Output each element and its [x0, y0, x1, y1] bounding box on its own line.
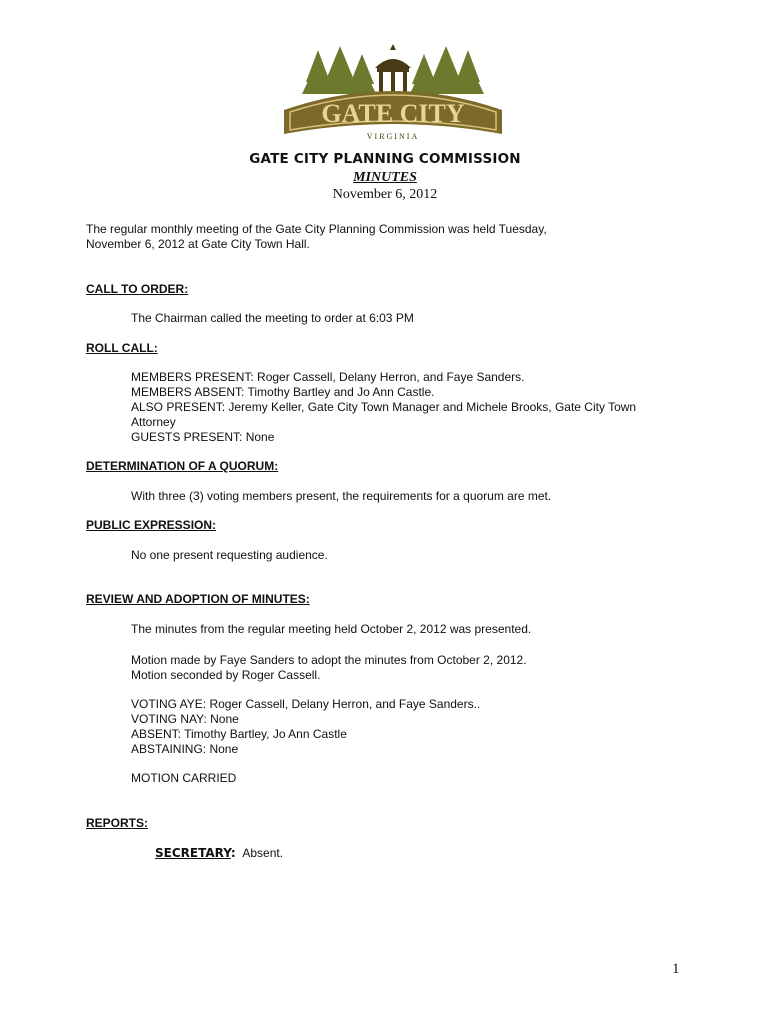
- secretary-colon: :: [230, 846, 236, 860]
- roll-call-line: MEMBERS ABSENT: Timothy Bartley and Jo Ann Castle.: [131, 385, 435, 399]
- quorum-text: With three (3) voting members present, the requirements for a quorum are met.: [131, 489, 552, 503]
- vote-line: VOTING NAY: None: [131, 712, 239, 726]
- roll-call-line: ALSO PRESENT: Jeremy Keller, Gate City Town Manager and Michele Brooks, Gate City Town: [131, 400, 637, 414]
- motion-line: Motion seconded by Roger Cassell.: [131, 668, 321, 682]
- minutes-presented-text: The minutes from the regular meeting held October 2, 2012 was presented.: [131, 622, 532, 636]
- intro-line: The regular monthly meeting of the Gate City Planning Commission was held Tuesday,: [86, 222, 547, 236]
- document-title: GATE CITY PLANNING COMMISSION: [249, 151, 521, 167]
- meeting-date: November 6, 2012: [332, 187, 438, 202]
- vote-line: VOTING AYE: Roger Cassell, Delany Herron, and Faye Sanders..: [131, 697, 481, 711]
- section-heading-call-to-order: CALL TO ORDER:: [86, 282, 189, 296]
- secretary-status: Absent.: [242, 846, 284, 860]
- public-expression-text: No one present requesting audience.: [131, 548, 328, 562]
- roll-call-line: MEMBERS PRESENT: Roger Cassell, Delany Herron, and Faye Sanders.: [131, 370, 525, 384]
- roll-call-line: Attorney: [131, 415, 176, 429]
- vote-line: ABSTAINING: None: [131, 742, 239, 756]
- intro-line: November 6, 2012 at Gate City Town Hall.: [86, 237, 310, 251]
- document-subtitle: MINUTES: [353, 170, 417, 185]
- secretary-report: [155, 846, 283, 861]
- motion-result: MOTION CARRIED: [131, 771, 237, 785]
- svg-text:VIRGINIA: VIRGINIA: [366, 132, 420, 141]
- vote-line: ABSENT: Timothy Bartley, Jo Ann Castle: [131, 727, 347, 741]
- motion-line: Motion made by Faye Sanders to adopt the minutes from October 2, 2012.: [131, 653, 527, 667]
- svg-text:GATE CITY: GATE CITY: [321, 99, 465, 128]
- section-heading-reports: REPORTS:: [86, 816, 149, 830]
- section-heading-minutes-review: REVIEW AND ADOPTION OF MINUTES:: [86, 592, 310, 606]
- page-number: 1: [672, 961, 680, 977]
- secretary-label: SECRETARY: [155, 846, 231, 860]
- section-heading-roll-call: ROLL CALL:: [86, 341, 158, 355]
- roll-call-line: GUESTS PRESENT: None: [131, 430, 275, 444]
- section-heading-public-expression: PUBLIC EXPRESSION:: [86, 518, 217, 532]
- gate-city-logo: [278, 42, 508, 146]
- section-heading-quorum: DETERMINATION OF A QUORUM:: [86, 459, 279, 473]
- call-to-order-text: The Chairman called the meeting to order at 6:03 PM: [131, 311, 414, 325]
